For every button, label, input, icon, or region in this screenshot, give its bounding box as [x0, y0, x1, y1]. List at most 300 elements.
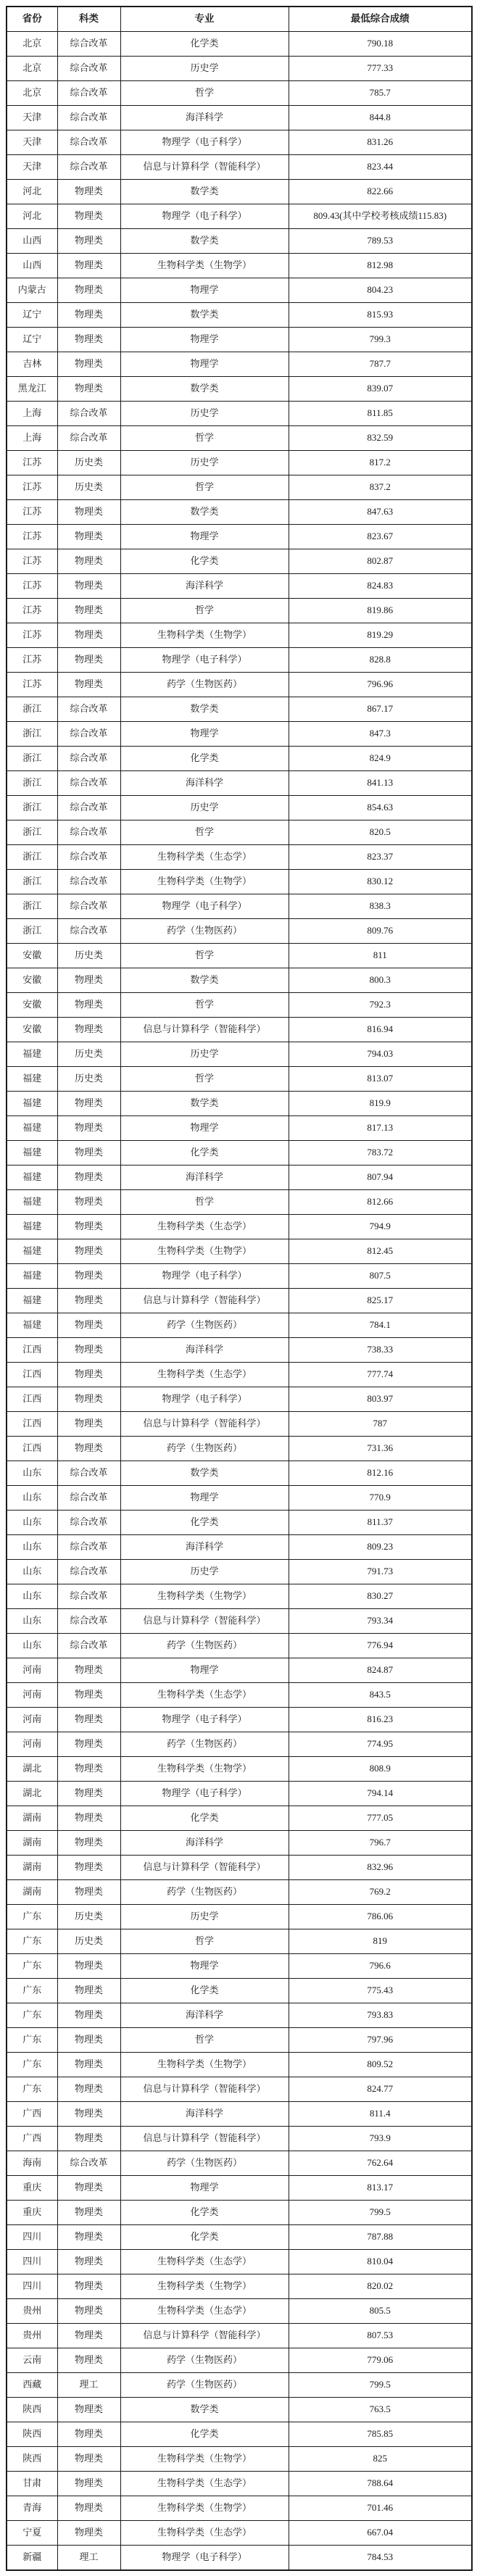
category-cell: 物理类 [57, 1289, 120, 1313]
major-cell: 海洋科学 [120, 1338, 289, 1363]
category-cell: 综合改革 [57, 1584, 120, 1609]
table-row [7, 1141, 472, 1166]
score-cell: 791.73 [289, 1560, 472, 1584]
table-row [7, 402, 472, 426]
score-cell: 804.23 [289, 278, 472, 303]
column-header-category: 科类 [57, 7, 120, 32]
major-cell: 信息与计算科学（智能科学） [120, 2127, 289, 2151]
province-cell: 福建 [7, 1289, 57, 1313]
province-cell: 黑龙江 [7, 377, 57, 402]
major-cell: 哲学 [120, 599, 289, 623]
table-row [7, 1042, 472, 1067]
table-row [7, 426, 472, 451]
score-cell: 789.53 [289, 229, 472, 254]
table-row [7, 1511, 472, 1535]
major-cell: 信息与计算科学（智能科学） [120, 2077, 289, 2102]
table-row [7, 352, 472, 377]
category-cell: 物理类 [57, 2521, 120, 2546]
category-cell: 理工 [57, 2373, 120, 2398]
score-cell: 820.02 [289, 2274, 472, 2299]
category-cell: 物理类 [57, 1190, 120, 1215]
table-row [7, 2003, 472, 2028]
province-cell: 江西 [7, 1412, 57, 1437]
category-cell: 物理类 [57, 352, 120, 377]
category-cell: 物理类 [57, 2127, 120, 2151]
major-cell: 哲学 [120, 426, 289, 451]
province-cell: 浙江 [7, 747, 57, 771]
table-row [7, 2250, 472, 2274]
score-cell: 788.64 [289, 2472, 472, 2496]
score-cell: 841.13 [289, 771, 472, 796]
score-cell: 794.14 [289, 1782, 472, 1806]
category-cell: 历史类 [57, 1067, 120, 1092]
score-cell: 794.9 [289, 1215, 472, 1239]
category-cell: 综合改革 [57, 771, 120, 796]
province-cell: 湖北 [7, 1757, 57, 1782]
category-cell: 物理类 [57, 648, 120, 673]
category-cell: 物理类 [57, 377, 120, 402]
category-cell: 物理类 [57, 574, 120, 599]
score-cell: 738.33 [289, 1338, 472, 1363]
table-row [7, 2053, 472, 2077]
province-cell: 山东 [7, 1461, 57, 1486]
major-cell: 生物科学类（生物学） [120, 2496, 289, 2521]
major-cell: 生物科学类（生态学） [120, 2521, 289, 2546]
score-cell: 819.29 [289, 623, 472, 648]
table-row [7, 845, 472, 870]
category-cell: 综合改革 [57, 130, 120, 155]
category-cell: 物理类 [57, 1141, 120, 1166]
score-cell: 785.7 [289, 81, 472, 106]
major-cell: 化学类 [120, 2201, 289, 2225]
table-row [7, 1831, 472, 1856]
major-cell: 物理学（电子科学） [120, 1264, 289, 1289]
table-row [7, 1215, 472, 1239]
province-cell: 安徽 [7, 1018, 57, 1042]
major-cell: 物理学 [120, 722, 289, 747]
category-cell: 物理类 [57, 1437, 120, 1461]
major-cell: 哲学 [120, 993, 289, 1018]
major-cell: 药学（生物医药） [120, 1880, 289, 1905]
major-cell: 哲学 [120, 1190, 289, 1215]
province-cell: 福建 [7, 1313, 57, 1338]
table-row [7, 1634, 472, 1658]
table-row [7, 574, 472, 599]
province-cell: 浙江 [7, 894, 57, 919]
score-cell: 867.17 [289, 697, 472, 722]
score-cell: 809.76 [289, 919, 472, 944]
table-row [7, 1018, 472, 1042]
major-cell: 物理学（电子科学） [120, 894, 289, 919]
major-cell: 药学（生物医药） [120, 919, 289, 944]
province-cell: 广东 [7, 2077, 57, 2102]
table-row [7, 2422, 472, 2447]
score-cell: 825 [289, 2447, 472, 2472]
category-cell: 综合改革 [57, 81, 120, 106]
category-cell: 综合改革 [57, 57, 120, 81]
category-cell: 物理类 [57, 328, 120, 352]
major-cell: 海洋科学 [120, 1166, 289, 1190]
major-cell: 生物科学类（生物学） [120, 2447, 289, 2472]
table-row [7, 673, 472, 697]
category-cell: 物理类 [57, 303, 120, 328]
province-cell: 北京 [7, 57, 57, 81]
province-cell: 福建 [7, 1092, 57, 1116]
major-cell: 化学类 [120, 1511, 289, 1535]
score-cell: 784.1 [289, 1313, 472, 1338]
category-cell: 物理类 [57, 2225, 120, 2250]
score-cell: 832.59 [289, 426, 472, 451]
table-row [7, 1264, 472, 1289]
table-row [7, 697, 472, 722]
province-cell: 陕西 [7, 2422, 57, 2447]
score-cell: 792.3 [289, 993, 472, 1018]
province-cell: 江苏 [7, 623, 57, 648]
major-cell: 物理学 [120, 525, 289, 549]
category-cell: 物理类 [57, 2398, 120, 2422]
table-row [7, 2028, 472, 2053]
major-cell: 生物科学类（生物学） [120, 623, 289, 648]
table-row [7, 820, 472, 845]
major-cell: 药学（生物医药） [120, 1732, 289, 1757]
major-cell: 药学（生物医药） [120, 1634, 289, 1658]
province-cell: 湖南 [7, 1806, 57, 1831]
score-cell: 847.63 [289, 500, 472, 525]
province-cell: 广东 [7, 1905, 57, 1929]
category-cell: 物理类 [57, 1387, 120, 1412]
score-cell: 825.17 [289, 1289, 472, 1313]
score-cell: 769.2 [289, 1880, 472, 1905]
province-cell: 山东 [7, 1560, 57, 1584]
province-cell: 福建 [7, 1067, 57, 1092]
province-cell: 辽宁 [7, 303, 57, 328]
category-cell: 综合改革 [57, 747, 120, 771]
category-cell: 物理类 [57, 2102, 120, 2127]
score-cell: 794.03 [289, 1042, 472, 1067]
score-cell: 783.72 [289, 1141, 472, 1166]
category-cell: 物理类 [57, 1116, 120, 1141]
category-cell: 综合改革 [57, 32, 120, 57]
province-cell: 甘肃 [7, 2472, 57, 2496]
score-cell: 830.27 [289, 1584, 472, 1609]
score-cell: 843.5 [289, 1683, 472, 1708]
major-cell: 生物科学类（生态学） [120, 2250, 289, 2274]
table-row [7, 747, 472, 771]
table-row [7, 1560, 472, 1584]
category-cell: 综合改革 [57, 1535, 120, 1560]
score-cell: 817.2 [289, 451, 472, 475]
column-header-province: 省份 [7, 7, 57, 32]
category-cell: 综合改革 [57, 894, 120, 919]
category-cell: 物理类 [57, 2472, 120, 2496]
table-row [7, 2077, 472, 2102]
province-cell: 天津 [7, 155, 57, 180]
major-cell: 化学类 [120, 32, 289, 57]
table-row [7, 1806, 472, 1831]
province-cell: 浙江 [7, 845, 57, 870]
major-cell: 海洋科学 [120, 574, 289, 599]
major-cell: 哲学 [120, 475, 289, 500]
score-cell: 776.94 [289, 1634, 472, 1658]
score-cell: 807.53 [289, 2324, 472, 2348]
admission-scores-table [6, 6, 473, 2571]
province-cell: 云南 [7, 2348, 57, 2373]
table-row [7, 1708, 472, 1732]
table-row [7, 968, 472, 993]
major-cell: 物理学（电子科学） [120, 648, 289, 673]
category-cell: 物理类 [57, 2003, 120, 2028]
province-cell: 广西 [7, 2127, 57, 2151]
table-row [7, 1313, 472, 1338]
major-cell: 药学（生物医药） [120, 1437, 289, 1461]
category-cell: 综合改革 [57, 402, 120, 426]
major-cell: 历史学 [120, 1560, 289, 1584]
major-cell: 海洋科学 [120, 1831, 289, 1856]
province-cell: 广东 [7, 2003, 57, 2028]
major-cell: 药学（生物医药） [120, 1313, 289, 1338]
score-cell: 785.85 [289, 2422, 472, 2447]
table-row [7, 2102, 472, 2127]
province-cell: 山东 [7, 1609, 57, 1634]
province-cell: 广西 [7, 2102, 57, 2127]
province-cell: 江西 [7, 1338, 57, 1363]
table-row [7, 2348, 472, 2373]
province-cell: 江苏 [7, 525, 57, 549]
category-cell: 历史类 [57, 1929, 120, 1954]
category-cell: 物理类 [57, 2299, 120, 2324]
score-cell: 823.37 [289, 845, 472, 870]
table-row [7, 2127, 472, 2151]
category-cell: 综合改革 [57, 1609, 120, 1634]
major-cell: 历史学 [120, 1905, 289, 1929]
major-cell: 生物科学类（生态学） [120, 1215, 289, 1239]
table-row [7, 328, 472, 352]
score-cell: 824.77 [289, 2077, 472, 2102]
major-cell: 物理学（电子科学） [120, 1708, 289, 1732]
score-cell: 775.43 [289, 1979, 472, 2003]
category-cell: 物理类 [57, 1856, 120, 1880]
table-row [7, 722, 472, 747]
category-cell: 历史类 [57, 1905, 120, 1929]
major-cell: 化学类 [120, 1806, 289, 1831]
category-cell: 物理类 [57, 2496, 120, 2521]
category-cell: 物理类 [57, 1092, 120, 1116]
province-cell: 浙江 [7, 796, 57, 820]
category-cell: 物理类 [57, 1313, 120, 1338]
table-row [7, 993, 472, 1018]
province-cell: 湖南 [7, 1831, 57, 1856]
major-cell: 信息与计算科学（智能科学） [120, 1856, 289, 1880]
score-cell: 839.07 [289, 377, 472, 402]
table-row [7, 32, 472, 57]
score-cell: 819.86 [289, 599, 472, 623]
category-cell: 综合改革 [57, 697, 120, 722]
province-cell: 浙江 [7, 697, 57, 722]
score-cell: 812.98 [289, 254, 472, 278]
score-cell: 830.12 [289, 870, 472, 894]
table-row [7, 2274, 472, 2299]
major-cell: 海洋科学 [120, 2102, 289, 2127]
score-cell: 807.94 [289, 1166, 472, 1190]
major-cell: 哲学 [120, 820, 289, 845]
score-cell: 796.6 [289, 1954, 472, 1979]
score-cell: 763.5 [289, 2398, 472, 2422]
table-row [7, 1856, 472, 1880]
table-row [7, 1535, 472, 1560]
score-cell: 667.04 [289, 2521, 472, 2546]
score-cell: 812.16 [289, 1461, 472, 1486]
major-cell: 生物科学类（生物学） [120, 1757, 289, 1782]
table-row [7, 771, 472, 796]
province-cell: 河南 [7, 1708, 57, 1732]
table-row [7, 204, 472, 229]
score-cell: 815.93 [289, 303, 472, 328]
province-cell: 安徽 [7, 993, 57, 1018]
table-row [7, 1954, 472, 1979]
major-cell: 生物科学类（生态学） [120, 1363, 289, 1387]
province-cell: 内蒙古 [7, 278, 57, 303]
score-cell: 816.23 [289, 1708, 472, 1732]
category-cell: 物理类 [57, 1239, 120, 1264]
category-cell: 综合改革 [57, 155, 120, 180]
province-cell: 陕西 [7, 2398, 57, 2422]
major-cell: 物理学 [120, 1116, 289, 1141]
province-cell: 安徽 [7, 968, 57, 993]
province-cell: 辽宁 [7, 328, 57, 352]
major-cell: 信息与计算科学（智能科学） [120, 1412, 289, 1437]
table-row [7, 623, 472, 648]
score-cell: 787 [289, 1412, 472, 1437]
table-row [7, 1067, 472, 1092]
province-cell: 四川 [7, 2274, 57, 2299]
province-cell: 广东 [7, 2053, 57, 2077]
score-cell: 812.66 [289, 1190, 472, 1215]
major-cell: 历史学 [120, 57, 289, 81]
province-cell: 广东 [7, 2028, 57, 2053]
major-cell: 药学（生物医药） [120, 2151, 289, 2176]
table-row [7, 278, 472, 303]
table-row [7, 919, 472, 944]
table-row [7, 180, 472, 204]
score-cell: 838.3 [289, 894, 472, 919]
category-cell: 综合改革 [57, 820, 120, 845]
category-cell: 物理类 [57, 1338, 120, 1363]
province-cell: 重庆 [7, 2201, 57, 2225]
category-cell: 物理类 [57, 1018, 120, 1042]
category-cell: 物理类 [57, 180, 120, 204]
table-row [7, 2373, 472, 2398]
province-cell: 贵州 [7, 2299, 57, 2324]
major-cell: 数学类 [120, 377, 289, 402]
category-cell: 物理类 [57, 2274, 120, 2299]
major-cell: 哲学 [120, 1067, 289, 1092]
category-cell: 物理类 [57, 2324, 120, 2348]
major-cell: 历史学 [120, 451, 289, 475]
category-cell: 物理类 [57, 968, 120, 993]
province-cell: 贵州 [7, 2324, 57, 2348]
score-cell: 796.96 [289, 673, 472, 697]
score-cell: 796.7 [289, 1831, 472, 1856]
province-cell: 江苏 [7, 673, 57, 697]
score-cell: 774.95 [289, 1732, 472, 1757]
table-row [7, 155, 472, 180]
province-cell: 宁夏 [7, 2521, 57, 2546]
province-cell: 福建 [7, 1116, 57, 1141]
table-row [7, 1929, 472, 1954]
score-cell: 793.9 [289, 2127, 472, 2151]
category-cell: 物理类 [57, 525, 120, 549]
major-cell: 生物科学类（生物学） [120, 1239, 289, 1264]
category-cell: 综合改革 [57, 796, 120, 820]
province-cell: 山东 [7, 1486, 57, 1511]
major-cell: 化学类 [120, 1141, 289, 1166]
score-cell: 807.5 [289, 1264, 472, 1289]
table-row [7, 1979, 472, 2003]
table-row [7, 2447, 472, 2472]
category-cell: 物理类 [57, 1683, 120, 1708]
table-row [7, 2398, 472, 2422]
category-cell: 物理类 [57, 673, 120, 697]
province-cell: 江苏 [7, 549, 57, 574]
major-cell: 物理学（电子科学） [120, 130, 289, 155]
major-cell: 数学类 [120, 180, 289, 204]
table-row [7, 229, 472, 254]
score-cell: 731.36 [289, 1437, 472, 1461]
score-cell: 819.9 [289, 1092, 472, 1116]
major-cell: 海洋科学 [120, 1535, 289, 1560]
category-cell: 物理类 [57, 623, 120, 648]
category-cell: 历史类 [57, 451, 120, 475]
table-row [7, 2151, 472, 2176]
category-cell: 物理类 [57, 2077, 120, 2102]
province-cell: 河南 [7, 1732, 57, 1757]
major-cell: 信息与计算科学（智能科学） [120, 1018, 289, 1042]
province-cell: 天津 [7, 106, 57, 130]
category-cell: 物理类 [57, 254, 120, 278]
table-row [7, 2201, 472, 2225]
category-cell: 物理类 [57, 549, 120, 574]
province-cell: 四川 [7, 2225, 57, 2250]
major-cell: 物理学 [120, 352, 289, 377]
major-cell: 生物科学类（生物学） [120, 2053, 289, 2077]
table-row [7, 1757, 472, 1782]
province-cell: 新疆 [7, 2546, 57, 2571]
category-cell: 物理类 [57, 2348, 120, 2373]
score-cell: 854.63 [289, 796, 472, 820]
score-cell: 805.5 [289, 2299, 472, 2324]
score-cell: 819 [289, 1929, 472, 1954]
category-cell: 综合改革 [57, 845, 120, 870]
major-cell: 化学类 [120, 2225, 289, 2250]
province-cell: 江西 [7, 1437, 57, 1461]
major-cell: 数学类 [120, 303, 289, 328]
table-row [7, 1486, 472, 1511]
province-cell: 河北 [7, 180, 57, 204]
table-row [7, 796, 472, 820]
province-cell: 河南 [7, 1658, 57, 1683]
major-cell: 信息与计算科学（智能科学） [120, 2324, 289, 2348]
category-cell: 物理类 [57, 278, 120, 303]
table-row [7, 1363, 472, 1387]
score-cell: 820.5 [289, 820, 472, 845]
major-cell: 历史学 [120, 796, 289, 820]
table-row [7, 1683, 472, 1708]
score-cell: 831.26 [289, 130, 472, 155]
province-cell: 北京 [7, 81, 57, 106]
major-cell: 物理学 [120, 1658, 289, 1683]
category-cell: 物理类 [57, 2250, 120, 2274]
table-row [7, 2546, 472, 2571]
